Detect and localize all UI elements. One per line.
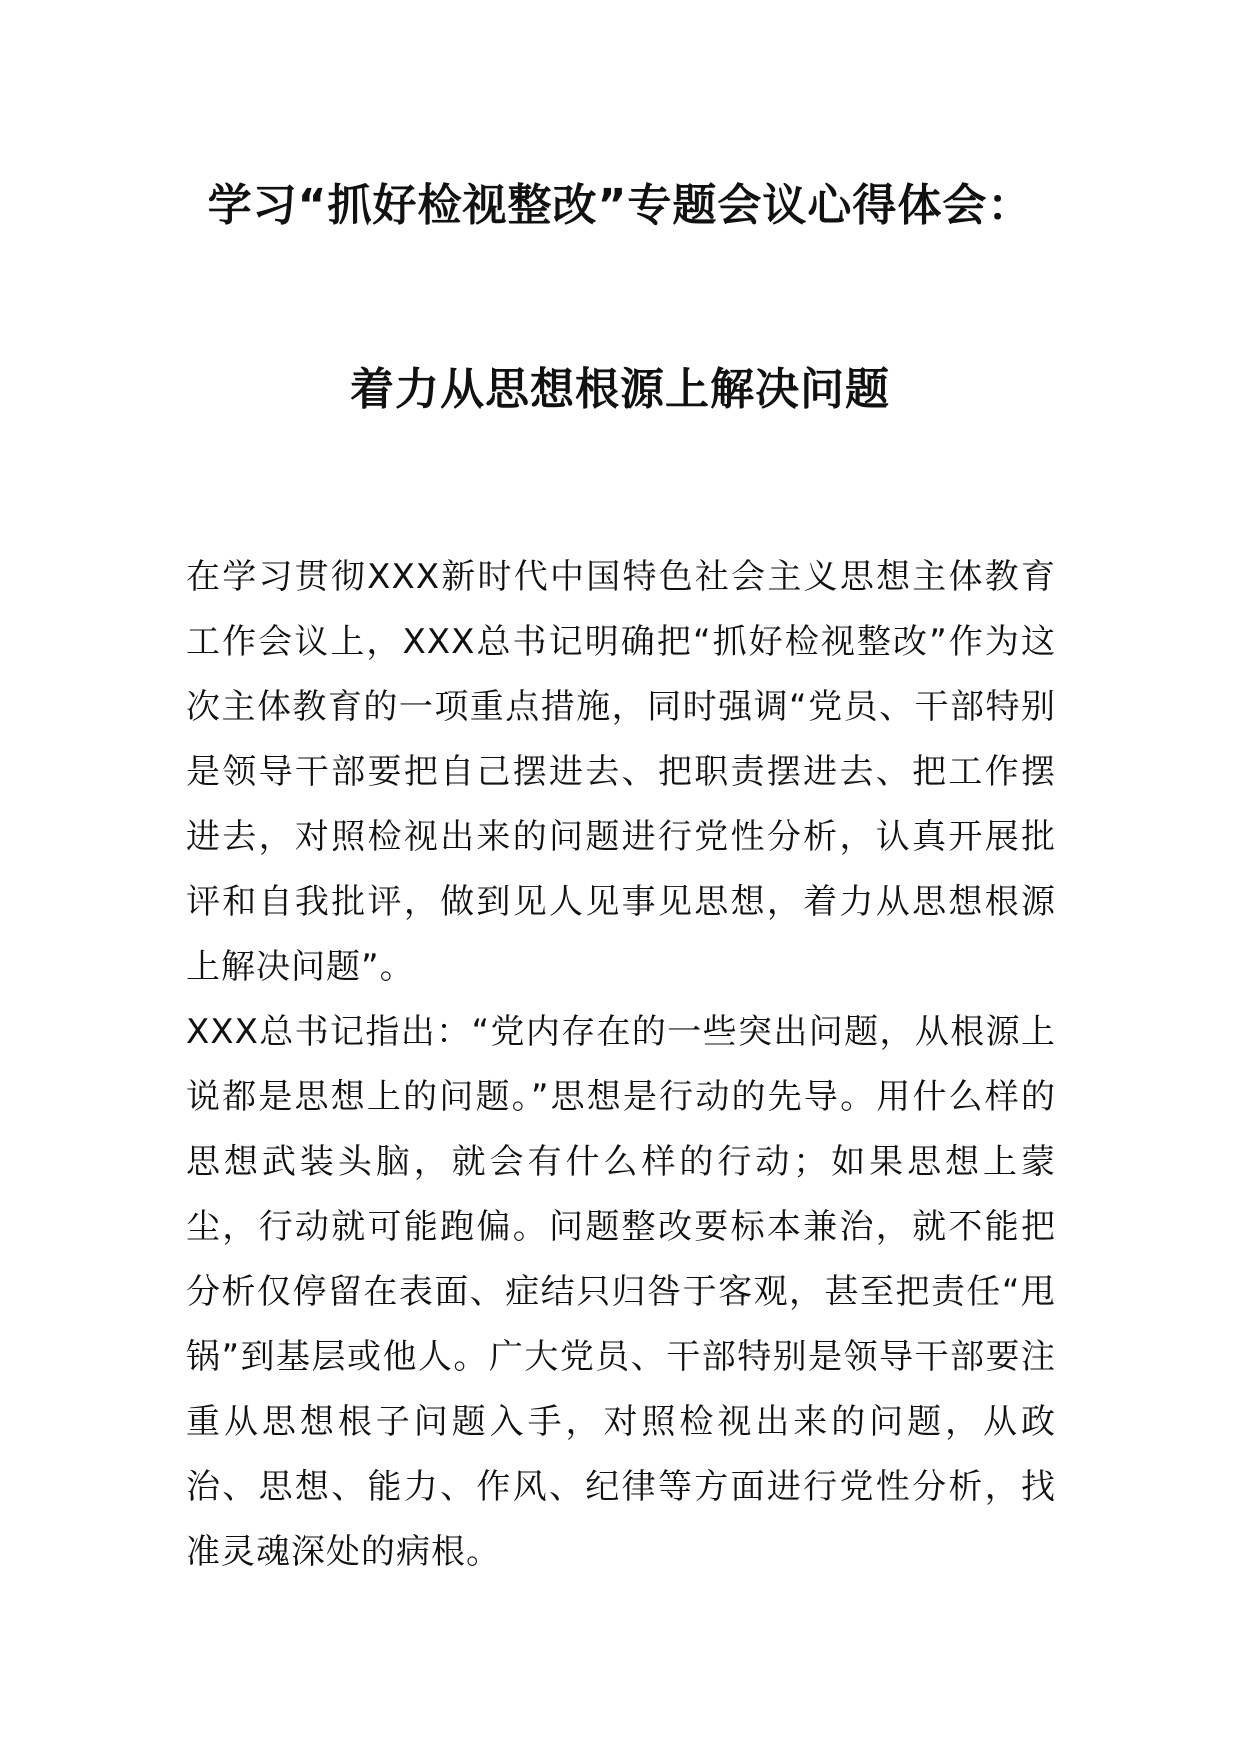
title-line-1: 学习“抓好检视整改”专题会议心得体会： [207, 180, 1033, 231]
paragraph-1: 在学习贯彻XXX新时代中国特色社会主义思想主体教育工作会议上，XXX总书记明确把“抓好检视整改”作为这次主体教育的一项重点措施，同时强调“党员、干部特别是领导干部要把自己摆进去、把职责摆进去、把工作摆进去，对照检视出来的问题进行党性分析，认真开展批评和自我批评，做到见人见事见思想，着力从思想根源上解决问题”。 [186, 557, 1056, 987]
title-line-2: 着力从思想根源上解决问题 [350, 364, 890, 415]
paragraph-2: XXX总书记指出：“党内存在的一些突出问题，从根源上说都是思想上的问题。”思想是行动的先导。用什么样的思想武装头脑，就会有什么样的行动；如果思想上蒙尘，行动就可能跑偏。问题整改要标本兼治，就不能把分析仅停留在表面、症结只归咎于客观，甚至把责任“甩锅”到基层或他人。广大党员、干部特别是领导干部要注重从思想根子问题入手，对照检视出来的问题，从政治、思想、能力、作风、纪律等方面进行党性分析，找准灵魂深处的病根。 [186, 1012, 1056, 1572]
document-body [186, 545, 1056, 1585]
